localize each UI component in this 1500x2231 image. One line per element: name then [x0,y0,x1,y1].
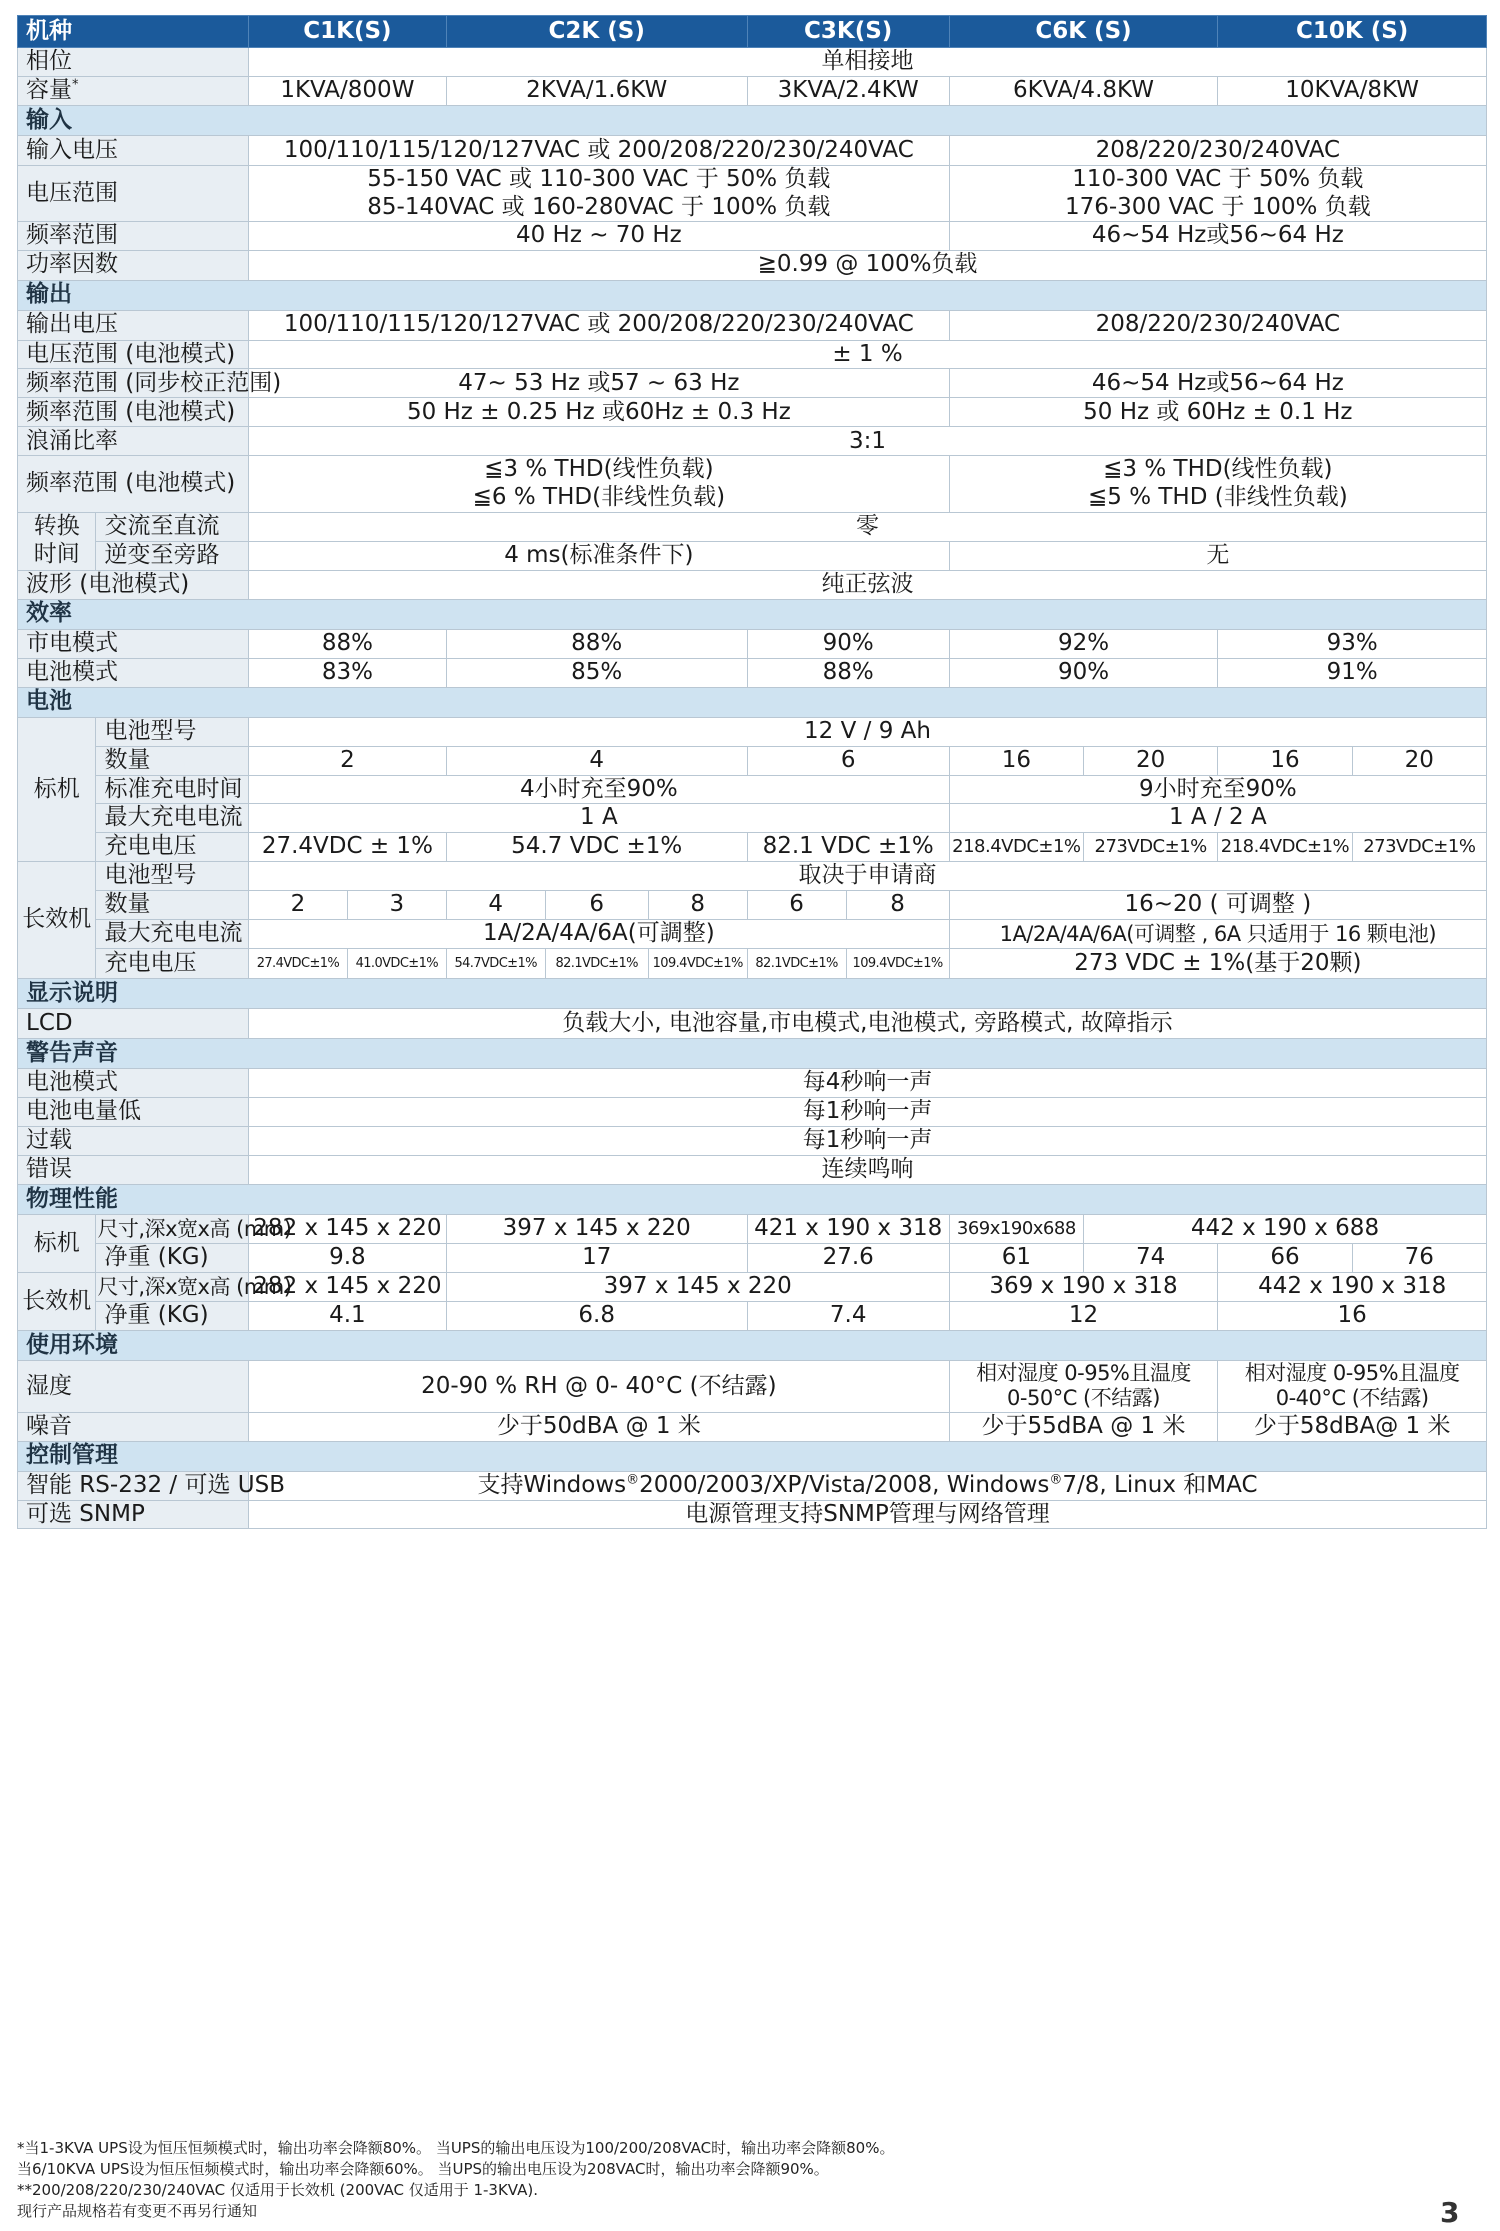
row-label: 最大充电电流 [96,804,249,833]
charge-voltage: 273VDC±1% [1084,833,1218,862]
row-label: 充电电压 [96,833,249,862]
section-title-physical: 物理性能 [18,1185,1487,1215]
section-title-management: 控制管理 [18,1441,1487,1471]
input-voltage-a: 100/110/115/120/127VAC 或 200/208/220/230/240VAC [249,136,950,166]
os-support-value: 支持Windows®2000/2003/XP/Vista/2008, Windows®7/8, Linux 和MAC [249,1471,1487,1500]
row-label: 输入电压 [18,136,249,166]
capacity-value: 1KVA/800W [249,77,447,106]
model-header: C10K (S) [1218,16,1487,48]
row-label: 波形 (电池模式) [18,570,249,599]
max-current-a: 1 A [249,804,950,833]
charge-voltage: 218.4VDC±1% [949,833,1083,862]
charge-voltage: 273VDC±1% [1352,833,1486,862]
row-label: 电池模式 [18,658,249,687]
spec-table [17,15,1487,1529]
max-current-b: 1 A / 2 A [949,804,1486,833]
transfer-time-label: 转换 时间 [18,512,96,570]
ac-dc-value: 零 [249,512,1487,541]
freq-battery-b: 50 Hz 或 60Hz ± 0.1 Hz [949,398,1486,427]
model-header: C6K (S) [949,16,1218,48]
alarm-value: 每1秒响一声 [249,1127,1487,1156]
voltage-regulation-value: ± 1 % [249,340,1487,369]
power-factor-value: ≧0.99 @ 100%负载 [249,250,1487,280]
battery-type-value: 12 V / 9 Ah [249,717,1487,746]
charge-voltage: 109.4VDC±1% [846,949,949,979]
row-label: 交流至直流 [96,512,249,541]
humidity-c: 相对湿度 0-95%且温度 0-40°C (不结露) [1218,1361,1487,1412]
max-current-a: 1A/2A/4A/6A(可調整) [249,920,950,949]
row-label: 数量 [96,891,249,920]
charge-voltage: 41.0VDC±1% [347,949,446,979]
row-label: 频率范围 [18,222,249,251]
weight: 16 [1218,1302,1487,1331]
charge-voltage-b: 273 VDC ± 1%(基于20颗) [949,949,1486,979]
section-title-alarm: 警告声音 [18,1039,1487,1069]
battery-count: 6 [545,891,648,920]
battery-count: 2 [249,891,348,920]
row-label: 电压范围 [18,166,249,222]
standard-model-label: 标机 [18,717,96,862]
weight: 9.8 [249,1244,447,1273]
weight: 66 [1218,1244,1352,1273]
row-label: 市电模式 [18,629,249,658]
model-header: C2K (S) [446,16,747,48]
phase-value: 单相接地 [249,48,1487,77]
efficiency-value: 93% [1218,629,1487,658]
charge-voltage: 27.4VDC ± 1% [249,833,447,862]
dimensions: 442 x 190 x 688 [1084,1215,1487,1244]
weight: 17 [446,1244,747,1273]
input-freq-a: 40 Hz ~ 70 Hz [249,222,950,251]
thd-a: ≦3 % THD(线性负载) ≦6 % THD(非线性负载) [249,456,950,512]
battery-count: 4 [446,891,545,920]
max-current-b: 1A/2A/4A/6A(可调整 , 6A 只适用于 16 颗电池) [949,920,1486,949]
charge-voltage: 218.4VDC±1% [1218,833,1352,862]
weight: 4.1 [249,1302,447,1331]
efficiency-value: 88% [747,658,949,687]
row-label: 净重 (KG) [96,1244,249,1273]
waveform-value: 纯正弦波 [249,570,1487,599]
row-label: 尺寸,深x宽x高 (mm) [96,1215,249,1244]
input-range-a: 55-150 VAC 或 110-300 VAC 于 50% 负载 85-140VAC 或 160-280VAC 于 100% 负载 [249,166,950,222]
charge-voltage: 82.1VDC±1% [747,949,846,979]
alarm-value: 每1秒响一声 [249,1098,1487,1127]
battery-type-value: 取决于申请商 [249,862,1487,891]
row-label: 输出电压 [18,310,249,340]
charge-voltage: 82.1VDC±1% [545,949,648,979]
capacity-value: 2KVA/1.6KW [446,77,747,106]
row-label: 智能 RS-232 / 可选 USB [18,1471,249,1500]
weight: 27.6 [747,1244,949,1273]
battery-count: 3 [347,891,446,920]
battery-count: 20 [1084,746,1218,775]
row-label: 充电电压 [96,949,249,979]
section-title-efficiency: 效率 [18,599,1487,629]
row-label: 湿度 [18,1361,249,1412]
efficiency-value: 88% [249,629,447,658]
row-label: 频率范围 (同步校正范围) [18,369,249,398]
battery-count: 16 [1218,746,1352,775]
dimensions: 369x190x688 [949,1215,1083,1244]
dimensions: 369 x 190 x 318 [949,1273,1218,1302]
dimensions: 282 x 145 x 220 [249,1273,447,1302]
dimensions: 442 x 190 x 318 [1218,1273,1487,1302]
battery-count: 8 [846,891,949,920]
alarm-value: 每4秒响一声 [249,1069,1487,1098]
row-label: 电压范围 (电池模式) [18,340,249,369]
recharge-time-a: 4小时充至90% [249,775,950,804]
page-number: 3 [1440,2196,1460,2229]
capacity-value: 6KVA/4.8KW [949,77,1218,106]
humidity-a: 20-90 % RH @ 0- 40°C (不结露) [249,1361,950,1412]
efficiency-value: 90% [747,629,949,658]
row-label: 错误 [18,1156,249,1185]
charge-voltage: 54.7 VDC ±1% [446,833,747,862]
capacity-value: 3KVA/2.4KW [747,77,949,106]
weight: 7.4 [747,1302,949,1331]
row-label: 电池电量低 [18,1098,249,1127]
footnote: 当6/10KVA UPS设为恒压恒频模式时，输出功率会降额60%。 当UPS的输出电压设为208VAC时，输出功率会降额90%。 [17,2160,829,2178]
battery-count: 8 [648,891,747,920]
model-header: C1K(S) [249,16,447,48]
input-voltage-b: 208/220/230/240VAC [949,136,1486,166]
footnote: **200/208/220/230/240VAC 仅适用于长效机 (200VAC 仅适用于 1-3KVA). [17,2181,538,2199]
efficiency-value: 91% [1218,658,1487,687]
section-title-input: 输入 [18,106,1487,136]
footnote: 现行产品规格若有变更不再另行通知 [17,2202,258,2220]
noise-b: 少于55dBA @ 1 米 [949,1412,1218,1441]
weight: 76 [1352,1244,1486,1273]
humidity-b: 相对湿度 0-95%且温度 0-50°C (不结露) [949,1361,1218,1412]
battery-count: 6 [747,891,846,920]
output-voltage-a: 100/110/115/120/127VAC 或 200/208/220/230/240VAC [249,310,950,340]
section-title-environment: 使用环境 [18,1331,1487,1361]
row-label: 频率范围 (电池模式) [18,456,249,512]
battery-count: 20 [1352,746,1486,775]
crest-factor-value: 3:1 [249,427,1487,456]
section-title-output: 输出 [18,280,1487,310]
efficiency-value: 83% [249,658,447,687]
noise-a: 少于50dBA @ 1 米 [249,1412,950,1441]
row-label: 频率范围 (电池模式) [18,398,249,427]
freq-sync-a: 47~ 53 Hz 或57 ~ 63 Hz [249,369,950,398]
section-title-battery: 电池 [18,687,1487,717]
alarm-value: 连续鸣响 [249,1156,1487,1185]
noise-c: 少于58dBA@ 1 米 [1218,1412,1487,1441]
recharge-time-b: 9小时充至90% [949,775,1486,804]
battery-count: 2 [249,746,447,775]
model-header-label: 机种 [18,16,249,48]
input-freq-b: 46~54 Hz或56~64 Hz [949,222,1486,251]
row-label: 电池模式 [18,1069,249,1098]
lcd-value: 负载大小, 电池容量,市电模式,电池模式, 旁路模式, 故障指示 [249,1009,1487,1039]
input-range-b: 110-300 VAC 于 50% 负载 176-300 VAC 于 100% 负载 [949,166,1486,222]
model-header: C3K(S) [747,16,949,48]
weight: 12 [949,1302,1218,1331]
row-label: 可选 SNMP [18,1500,249,1529]
long-run-model-label: 长效机 [18,1273,96,1331]
footnote: *当1-3KVA UPS设为恒压恒频模式时，输出功率会降额80%。 当UPS的输出电压设为100/200/208VAC时，输出功率会降额80%。 [17,2139,895,2157]
dimensions: 397 x 145 x 220 [446,1215,747,1244]
charge-voltage: 27.4VDC±1% [249,949,348,979]
row-label: 功率因数 [18,250,249,280]
row-label: 最大充电电流 [96,920,249,949]
charge-voltage: 82.1 VDC ±1% [747,833,949,862]
row-label: 标准充电时间 [96,775,249,804]
charge-voltage: 109.4VDC±1% [648,949,747,979]
efficiency-value: 90% [949,658,1218,687]
row-label: 电池型号 [96,862,249,891]
battery-count: 6 [747,746,949,775]
thd-b: ≦3 % THD(线性负载) ≦5 % THD (非线性负载) [949,456,1486,512]
section-title-display: 显示说明 [18,979,1487,1009]
row-label: LCD [18,1009,249,1039]
row-label: 噪音 [18,1412,249,1441]
weight: 6.8 [446,1302,747,1331]
battery-count-b: 16~20 ( 可调整 ) [949,891,1486,920]
row-label: 浪涌比率 [18,427,249,456]
row-label: 逆变至旁路 [96,541,249,570]
efficiency-value: 85% [446,658,747,687]
capacity-value: 10KVA/8KW [1218,77,1487,106]
efficiency-value: 92% [949,629,1218,658]
row-label: 相位 [18,48,249,77]
row-label: 净重 (KG) [96,1302,249,1331]
battery-count: 16 [949,746,1083,775]
row-label: 电池型号 [96,717,249,746]
dimensions: 397 x 145 x 220 [446,1273,949,1302]
row-label: 尺寸,深x宽x高 (mm) [96,1273,249,1302]
weight: 61 [949,1244,1083,1273]
standard-model-label: 标机 [18,1215,96,1273]
long-run-model-label: 长效机 [18,862,96,979]
battery-count: 4 [446,746,747,775]
header-row [18,16,1487,48]
row-label: 过载 [18,1127,249,1156]
snmp-value: 电源管理支持SNMP管理与网络管理 [249,1500,1487,1529]
inv-bypass-b: 无 [949,541,1486,570]
charge-voltage: 54.7VDC±1% [446,949,545,979]
footnotes [17,2138,1437,2222]
dimensions: 421 x 190 x 318 [747,1215,949,1244]
dimensions: 282 x 145 x 220 [249,1215,447,1244]
efficiency-value: 88% [446,629,747,658]
weight: 74 [1084,1244,1218,1273]
output-voltage-b: 208/220/230/240VAC [949,310,1486,340]
freq-battery-a: 50 Hz ± 0.25 Hz 或60Hz ± 0.3 Hz [249,398,950,427]
row-label: 容量* [18,77,249,106]
inv-bypass-a: 4 ms(标准条件下) [249,541,950,570]
row-label: 数量 [96,746,249,775]
freq-sync-b: 46~54 Hz或56~64 Hz [949,369,1486,398]
